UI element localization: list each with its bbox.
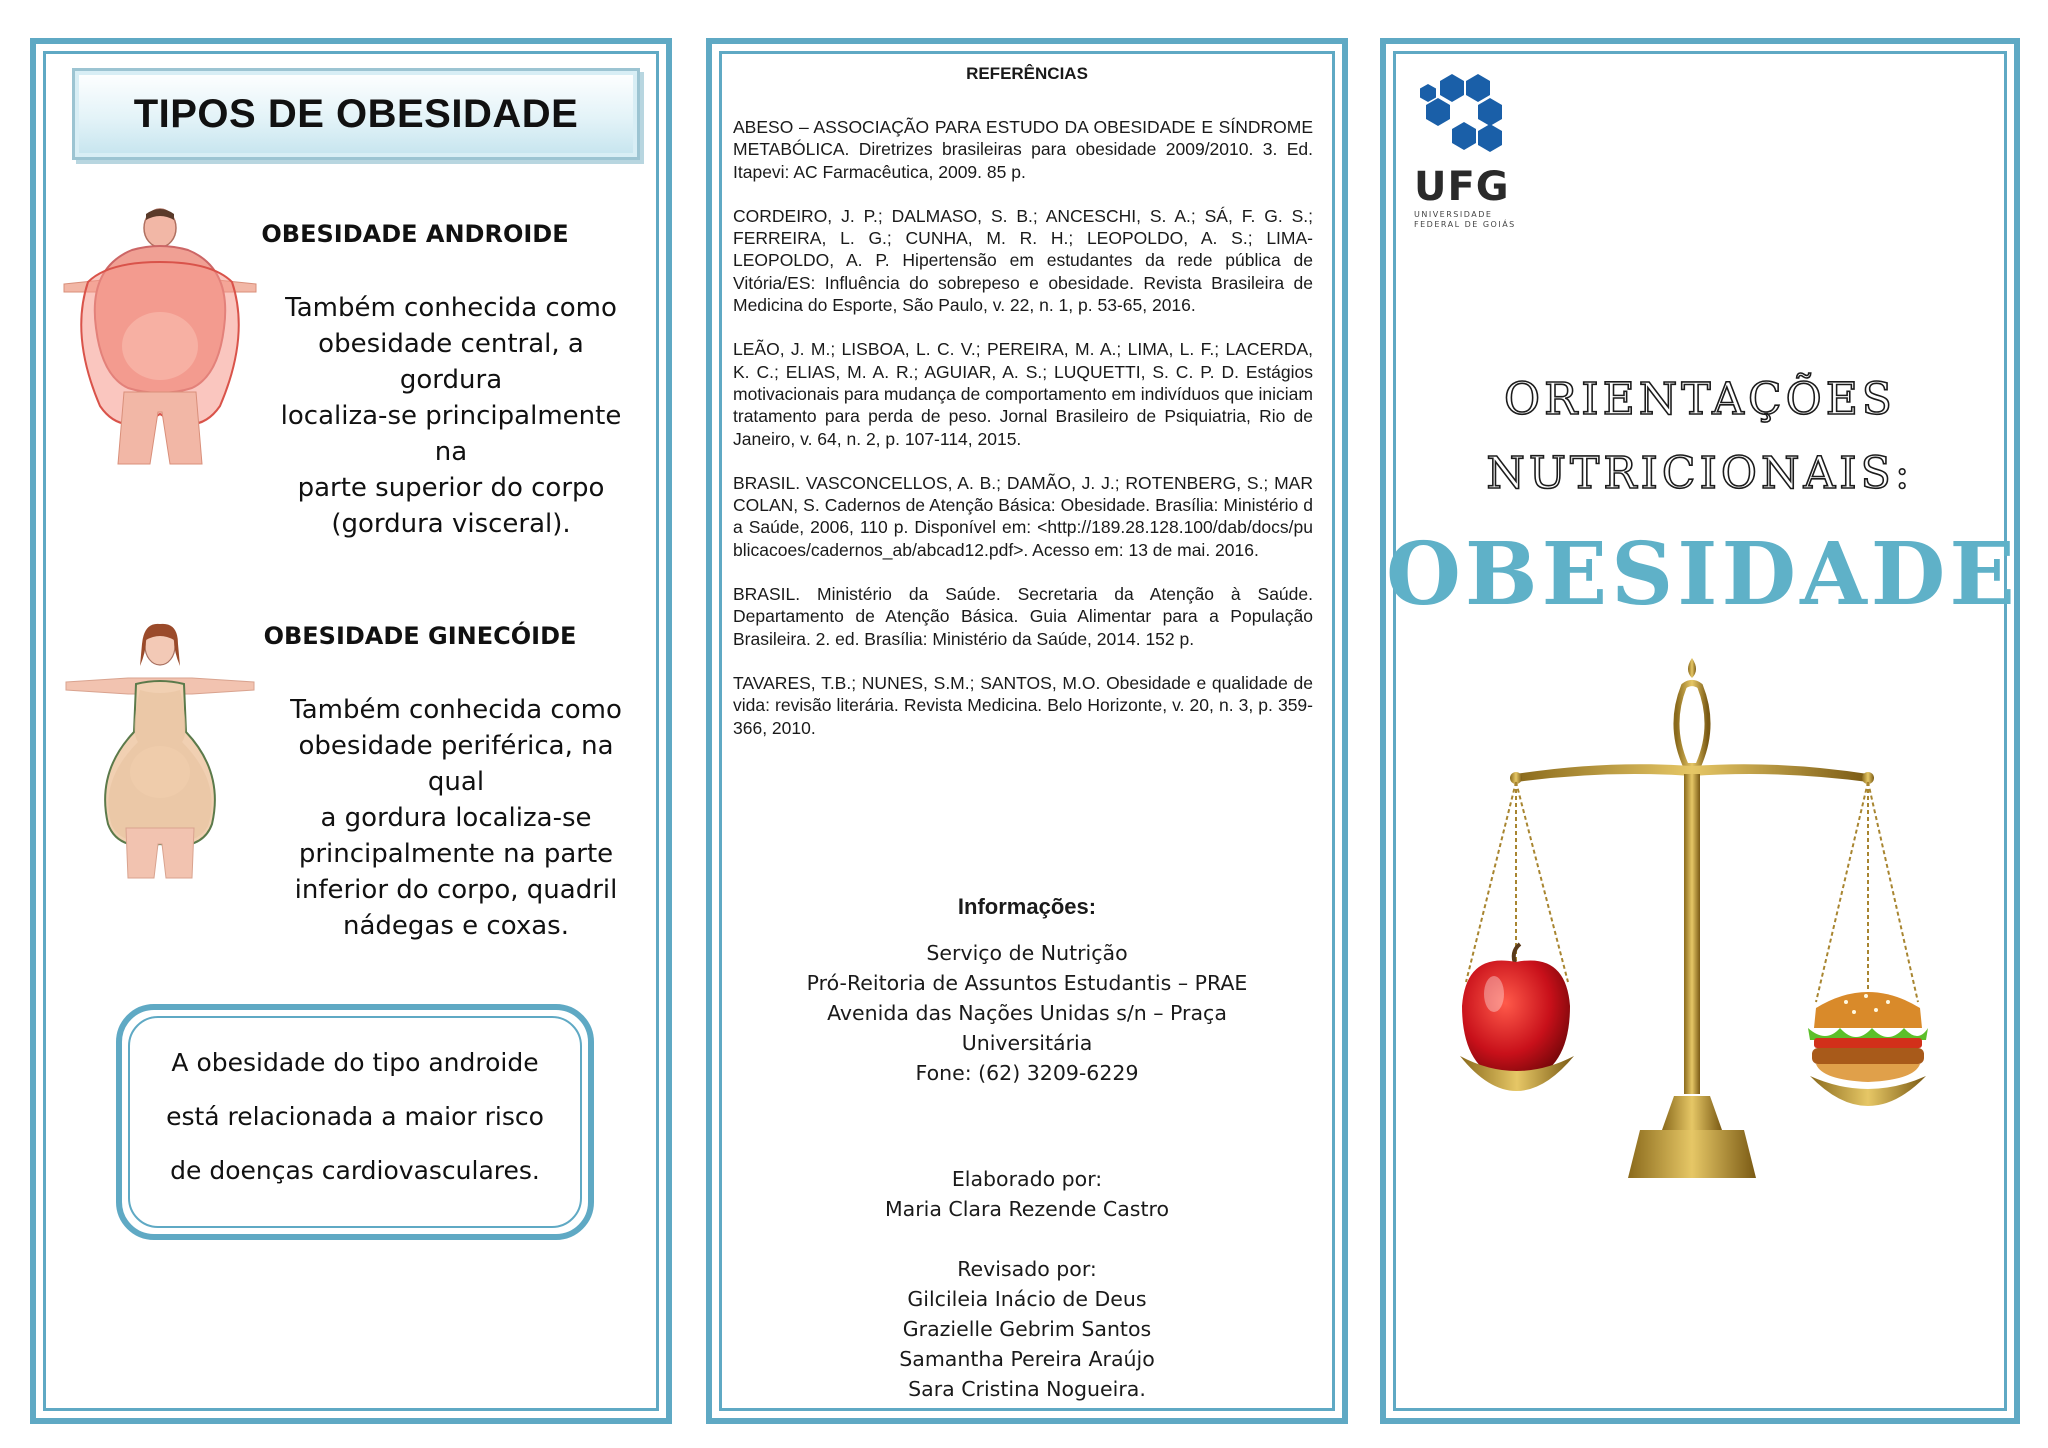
reviewer: Grazielle Gebrim Santos bbox=[902, 1317, 1152, 1341]
section-title-box bbox=[72, 68, 640, 160]
cover-main-title: OBESIDADE bbox=[1386, 524, 2019, 625]
reference-item: LEÃO, J. M.; LISBOA, L. C. V.; PEREIRA, M. A.; LIMA, L. F.; LACERDA, K. C.; ELIAS, M. A. R.; AGUIAR, A. S.; LUQUETTI, S. C. P. D. Estágios motivacionais para mudança de comportamento em indivíduos que iniciam tratamento para perda de peso. Jornal Brasileiro de Psiquiatria, Rio de Janeiro, v. 64, n. 2, p. 107-114, 2015. bbox=[733, 339, 1313, 449]
note-line: está relacionada a maior risco bbox=[166, 1102, 544, 1131]
android-heading: OBESIDADE ANDROIDE bbox=[261, 220, 569, 248]
gynoid-line: a gordura localiza-se bbox=[320, 803, 592, 833]
reviewer: Gilcileia Inácio de Deus bbox=[907, 1287, 1147, 1311]
gynoid-body-illustration bbox=[62, 622, 258, 880]
android-line: parte superior do corpo bbox=[297, 473, 605, 503]
logo-subtitle-line: UNIVERSIDADE bbox=[1414, 210, 1493, 219]
prepared-label: Elaborado por: bbox=[951, 1167, 1103, 1191]
cover-title-line-1: ORIENTAÇÕES bbox=[1504, 374, 1896, 425]
logo-subtitle-line: FEDERAL DE GOIÁS bbox=[1414, 220, 1516, 229]
reference-item: ABESO – ASSOCIAÇÃO PARA ESTUDO DA OBESIDADE E SÍNDROME METABÓLICA. Diretrizes brasileiras para obesidade 2009/2010. 3. Ed. Itapevi: AC Farmacêutica, 2009. 85 p. bbox=[733, 117, 1313, 182]
logo-wordmark: UFG bbox=[1414, 164, 1510, 210]
gynoid-description bbox=[276, 692, 636, 944]
ufg-logo-icon bbox=[1414, 74, 1514, 164]
reference-item: BRASIL. VASCONCELLOS, A. B.; DAMÃO, J. J.; ROTENBERG, S.; MARCOLAN, S. Cadernos de Atenção Básica: Obesidade. Brasília: Ministério da Saúde, 2006, 110 p. Disponível em: <http://189.28.128.100/dab/docs/publicacoes/cadernos_ab/abcad12.pdf>. Acesso em: 13 de mai. 2016. bbox=[733, 472, 1313, 560]
android-line: Também conhecida como bbox=[285, 293, 617, 323]
info-line: Avenida das Nações Unidas s/n – Praça bbox=[827, 1001, 1227, 1025]
panel-references bbox=[706, 38, 1348, 1424]
gynoid-heading: OBESIDADE GINECÓIDE bbox=[263, 622, 577, 650]
balance-scale-illustration bbox=[1456, 656, 1936, 1178]
gynoid-line: inferior do corpo, quadril bbox=[294, 875, 618, 905]
android-body-illustration bbox=[62, 206, 258, 468]
android-line: obesidade central, a gordura bbox=[318, 329, 584, 395]
info-line: Serviço de Nutrição bbox=[926, 941, 1128, 965]
info-line: Fone: (62) 3209-6229 bbox=[915, 1061, 1139, 1085]
note-line: de doenças cardiovasculares. bbox=[170, 1156, 540, 1185]
panel-types-of-obesity bbox=[30, 38, 672, 1424]
logo-subtitle bbox=[1414, 210, 1516, 230]
section-title: TIPOS DE OBESIDADE bbox=[133, 91, 579, 136]
info-line: Pró-Reitoria de Assuntos Estudantis – PRAE bbox=[806, 971, 1248, 995]
reviewer: Sara Cristina Nogueira. bbox=[908, 1377, 1146, 1401]
android-description bbox=[266, 290, 636, 542]
android-line: (gordura visceral). bbox=[331, 509, 571, 539]
gynoid-line: principalmente na parte bbox=[298, 839, 614, 869]
note-line: A obesidade do tipo androide bbox=[171, 1048, 539, 1077]
contact-info bbox=[712, 938, 1342, 1088]
reviewer: Samantha Pereira Araújo bbox=[899, 1347, 1155, 1371]
reference-item: TAVARES, T.B.; NUNES, S.M.; SANTOS, M.O. Obesidade e qualidade de vida: revisão literária. Revista Medicina. Belo Horizonte, v. 20, n. 3, p. 359-366, 2010. bbox=[733, 672, 1313, 738]
reviewed-label: Revisado por: bbox=[957, 1257, 1097, 1281]
gynoid-line: obesidade periférica, na qual bbox=[298, 731, 614, 797]
note-text bbox=[132, 1036, 578, 1198]
info-line: Universitária bbox=[961, 1031, 1093, 1055]
references-title: REFERÊNCIAS bbox=[966, 64, 1088, 83]
android-line: localiza-se principalmente na bbox=[280, 401, 622, 467]
gynoid-line: nádegas e coxas. bbox=[343, 911, 569, 941]
info-title: Informações: bbox=[957, 894, 1097, 919]
credits bbox=[712, 1164, 1342, 1404]
references-list bbox=[733, 116, 1313, 761]
panel-cover bbox=[1380, 38, 2020, 1424]
prepared-by: Maria Clara Rezende Castro bbox=[884, 1197, 1170, 1221]
reference-item: BRASIL. Ministério da Saúde. Secretaria da Atenção à Saúde. Departamento de Atenção Básica. Guia Alimentar para a População Brasileira. 2. ed. Brasília: Ministério da Saúde, 2014. 152 p. bbox=[733, 584, 1313, 649]
gynoid-line: Também conhecida como bbox=[290, 695, 622, 725]
android-risk-note bbox=[116, 1004, 594, 1240]
cover-title-line-2: NUTRICIONAIS: bbox=[1486, 448, 1914, 499]
reference-item: CORDEIRO, J. P.; DALMASO, S. B.; ANCESCHI, S. A.; SÁ, F. G. S.; FERREIRA, L. G.; CUNHA, M. R. H.; LEOPOLDO, A. S.; LIMA-LEOPOLDO, A. P. Hipertensão em estudantes da rede pública de Vitória/ES: Influência do sobrepeso e obesidade. Revista Brasileira de Medicina do Esporte, São Paulo, v. 22, n. 1, p. 53-65, 2016. bbox=[733, 205, 1313, 316]
